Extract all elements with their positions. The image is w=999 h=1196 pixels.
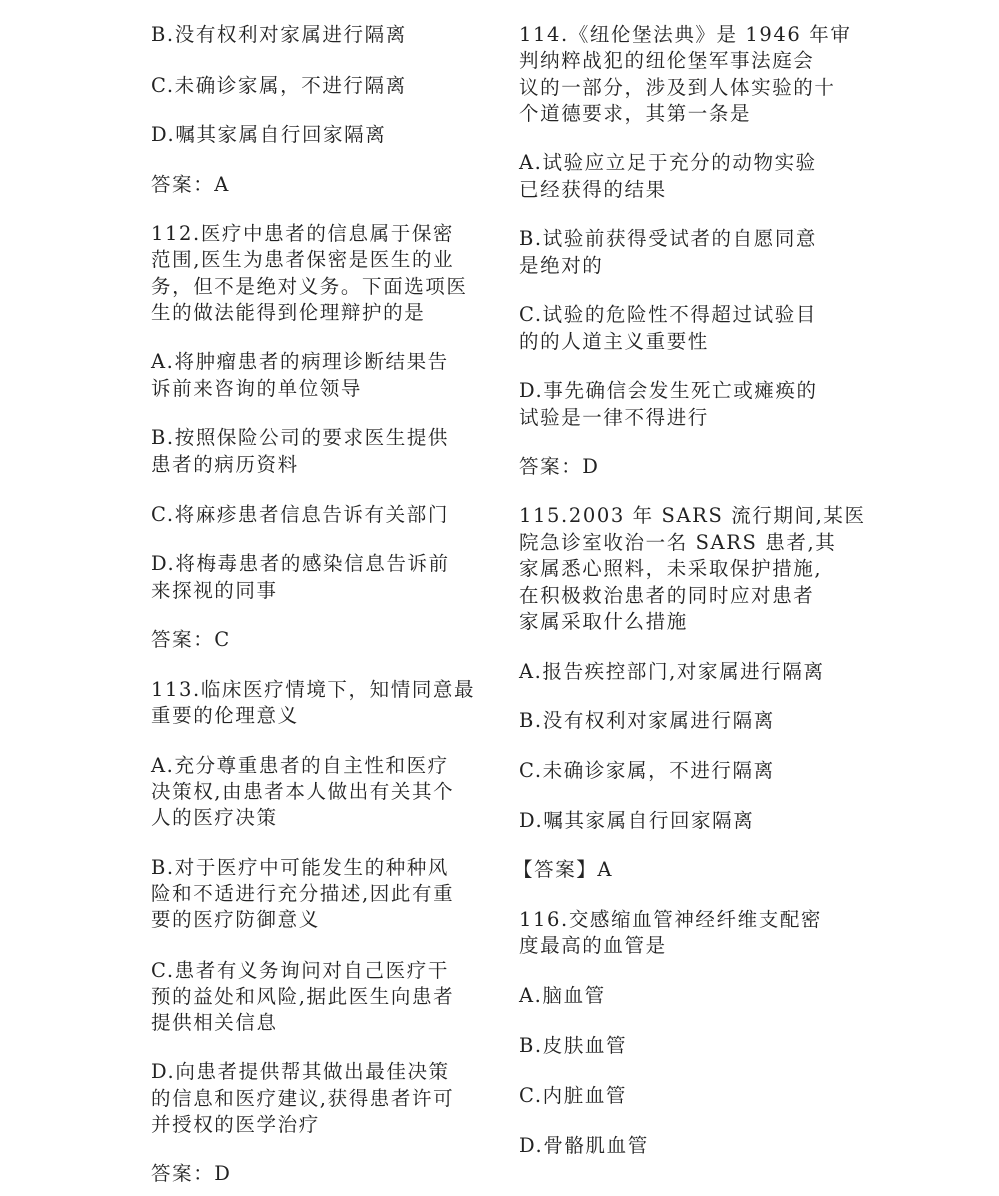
- q111-option-c: C.未确诊家属，不进行隔离: [151, 74, 407, 97]
- q116-option-a: A.脑血管: [519, 984, 606, 1007]
- q114-stem-line: 议的一部分，涉及到人体实验的十: [519, 76, 836, 99]
- q116-option-b: B.皮肤血管: [519, 1034, 628, 1057]
- q114-stem-line: 判纳粹战犯的纽伦堡军事法庭会: [519, 49, 815, 72]
- q112-stem-line: 务，但不是绝对义务。下面选项医: [151, 275, 468, 298]
- q111-option-d: D.嘱其家属自行回家隔离: [151, 123, 387, 146]
- q114-option-c-line: C.试验的危险性不得超过试验目: [519, 303, 817, 326]
- q115-stem-line: 院急诊室收治一名 SARS 患者,其: [519, 531, 837, 554]
- q115-answer: 【答案】A: [513, 858, 614, 881]
- q113-option-c-line: 预的益处和风险,据此医生向患者: [151, 985, 455, 1008]
- q111-answer: 答案：A: [151, 173, 230, 196]
- q114-option-b-line: 是绝对的: [519, 254, 604, 277]
- q114-stem-line: 114.《纽伦堡法典》是 1946 年审: [519, 23, 852, 46]
- q113-option-d-line: 并授权的医学治疗: [151, 1113, 320, 1136]
- q113-option-d-line: D.向患者提供帮其做出最佳决策: [151, 1060, 450, 1083]
- q112-option-a-line: 诉前来咨询的单位领导: [151, 377, 363, 400]
- q112-option-a-line: A.将肿瘤患者的病理诊断结果告: [151, 350, 449, 373]
- q112-stem-line: 范围,医生为患者保密是医生的业: [151, 248, 455, 271]
- q112-option-d-line: D.将梅毒患者的感染信息告诉前: [151, 552, 450, 575]
- q115-option-c: C.未确诊家属，不进行隔离: [519, 759, 775, 782]
- q113-answer: 答案：D: [151, 1162, 232, 1185]
- q115-stem-line: 115.2003 年 SARS 流行期间,某医: [519, 504, 866, 527]
- q112-option-d-line: 来探视的同事: [151, 579, 278, 602]
- q115-option-b: B.没有权利对家属进行隔离: [519, 709, 775, 732]
- q114-stem-line: 个道德要求，其第一条是: [519, 102, 752, 125]
- q112-option-c: C.将麻疹患者信息告诉有关部门: [151, 503, 449, 526]
- q113-option-a-line: 决策权,由患者本人做出有关其个: [151, 780, 455, 803]
- q114-option-c-line: 的的人道主义重要性: [519, 330, 709, 353]
- q112-option-b-line: B.按照保险公司的要求医生提供: [151, 426, 450, 449]
- q114-option-d-line: D.事先确信会发生死亡或瘫痪的: [519, 379, 818, 402]
- q112-stem-line: 生的做法能得到伦理辩护的是: [151, 301, 426, 324]
- q115-option-a: A.报告疾控部门,对家属进行隔离: [519, 660, 825, 683]
- q114-option-d-line: 试验是一律不得进行: [519, 406, 709, 429]
- q113-option-b-line: B.对于医疗中可能发生的种种风: [151, 856, 450, 879]
- q116-option-c: C.内脏血管: [519, 1084, 628, 1107]
- q115-stem-line: 家属悉心照料，未采取保护措施,: [519, 557, 823, 580]
- q111-option-b: B.没有权利对家属进行隔离: [151, 23, 407, 46]
- q114-option-b-line: B.试验前获得受试者的自愿同意: [519, 227, 818, 250]
- q116-stem-line: 116.交感缩血管神经纤维支配密: [519, 908, 823, 931]
- q114-answer: 答案：D: [519, 455, 600, 478]
- q112-stem-line: 112.医疗中患者的信息属于保密: [151, 222, 455, 245]
- q115-stem-line: 在积极救治患者的同时应对患者: [519, 584, 815, 607]
- q113-stem-line: 重要的伦理意义: [151, 704, 299, 727]
- q113-option-c-line: C.患者有义务询问对自己医疗干: [151, 959, 449, 982]
- q116-option-d: D.骨骼肌血管: [519, 1134, 649, 1157]
- q114-option-a-line: A.试验应立足于充分的动物实验: [519, 151, 817, 174]
- q113-option-d-line: 的信息和医疗建议,获得患者许可: [151, 1087, 455, 1110]
- q113-option-b-line: 要的医疗防御意义: [151, 908, 320, 931]
- q112-answer: 答案：C: [151, 628, 231, 651]
- q113-option-a-line: A.充分尊重患者的自主性和医疗: [151, 754, 449, 777]
- q116-stem-line: 度最高的血管是: [519, 934, 667, 957]
- q113-stem-line: 113.临床医疗情境下，知情同意最: [151, 678, 476, 701]
- q113-option-a-line: 人的医疗决策: [151, 806, 278, 829]
- q115-stem-line: 家属采取什么措施: [519, 610, 688, 633]
- q112-option-b-line: 患者的病历资料: [151, 453, 299, 476]
- q115-option-d: D.嘱其家属自行回家隔离: [519, 809, 755, 832]
- q114-option-a-line: 已经获得的结果: [519, 178, 667, 201]
- q113-option-c-line: 提供相关信息: [151, 1011, 278, 1034]
- q113-option-b-line: 险和不适进行充分描述,因此有重: [151, 882, 455, 905]
